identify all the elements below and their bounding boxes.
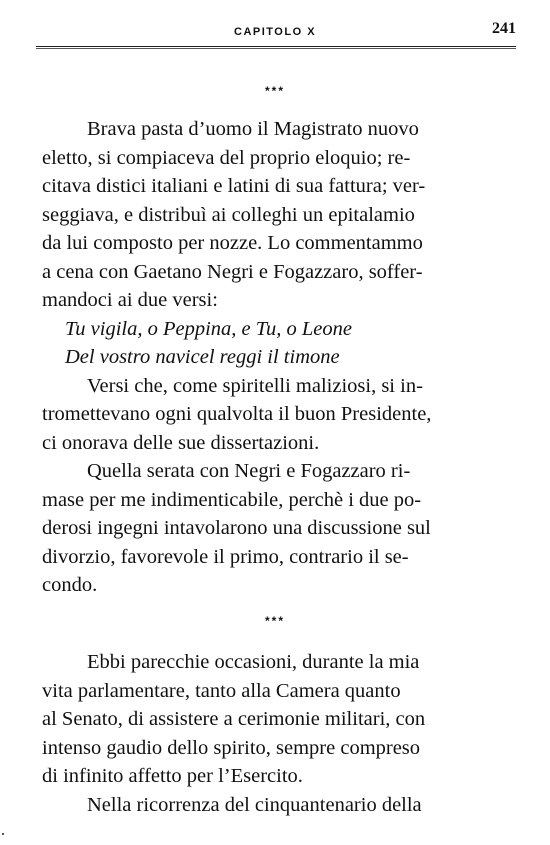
text-line: citava distici italiani e latini di sua fattura; ver- [42, 175, 426, 197]
paragraph [42, 115, 518, 315]
section-separator: *** [264, 84, 285, 98]
text-line: mandoci ai due versi: [42, 289, 218, 311]
text-line: di infinito affetto per l’Esercito. [42, 765, 303, 787]
paragraph [42, 648, 518, 791]
section-2-body [42, 648, 518, 819]
text-line: al Senato, di assistere a cerimonie militari, con [42, 708, 426, 730]
verse-line: Del vostro navicel reggi il timone [65, 346, 340, 368]
text-line: a cena con Gaetano Negri e Fogazzaro, soffer- [42, 260, 423, 283]
section-separator: *** [264, 614, 285, 628]
paragraph [42, 457, 518, 600]
footnote-fragment [40, 832, 510, 842]
text-line: derosi ingegni intavolarono una discussione sul [42, 517, 431, 539]
text-line: mase per me indimenticabile, perchè i due po- [42, 488, 422, 511]
section-1-body [42, 115, 518, 600]
paragraph [42, 372, 518, 458]
running-header [36, 20, 516, 42]
chapter-title: CAPITOLO X [234, 26, 317, 38]
paragraph [42, 791, 518, 820]
header-rule-secondary [36, 48, 516, 49]
text-line: Versi che, come spiritelli maliziosi, si in- [87, 374, 423, 397]
text-line: tromettevano ogni qualvolta il buon Presidente, [42, 403, 432, 425]
text-line: ci onorava delle sue dissertazioni. [42, 431, 320, 454]
page-number: 241 [492, 20, 516, 37]
verse-line: Tu vigila, o Peppina, e Tu, o Leone [65, 317, 352, 340]
text-line: Nella ricorrenza del cinquantenario della [87, 793, 422, 816]
text-line: condo. [42, 574, 98, 596]
text-line: eletto, si compiaceva del proprio eloquio; re- [42, 146, 411, 169]
text-line: intenso gaudio dello spirito, sempre compreso [42, 736, 421, 759]
text-line: seggiava, e distribuì ai colleghi un epitalamio [42, 203, 415, 226]
text-line: Ebbi parecchie occasioni, durante la mia [87, 651, 420, 673]
text-line: da lui composto per nozze. Lo commentammo [42, 232, 423, 254]
text-line: Brava pasta d’uomo il Magistrato nuovo [87, 118, 419, 140]
text-line: vita parlamentare, tanto alla Camera quanto [42, 679, 401, 702]
text-line: Quella serata con Negri e Fogazzaro ri- [87, 460, 411, 482]
print-speck [2, 833, 4, 835]
text-line: divorzio, favorevole il primo, contrario il se- [42, 545, 409, 568]
header-rule [36, 46, 516, 47]
